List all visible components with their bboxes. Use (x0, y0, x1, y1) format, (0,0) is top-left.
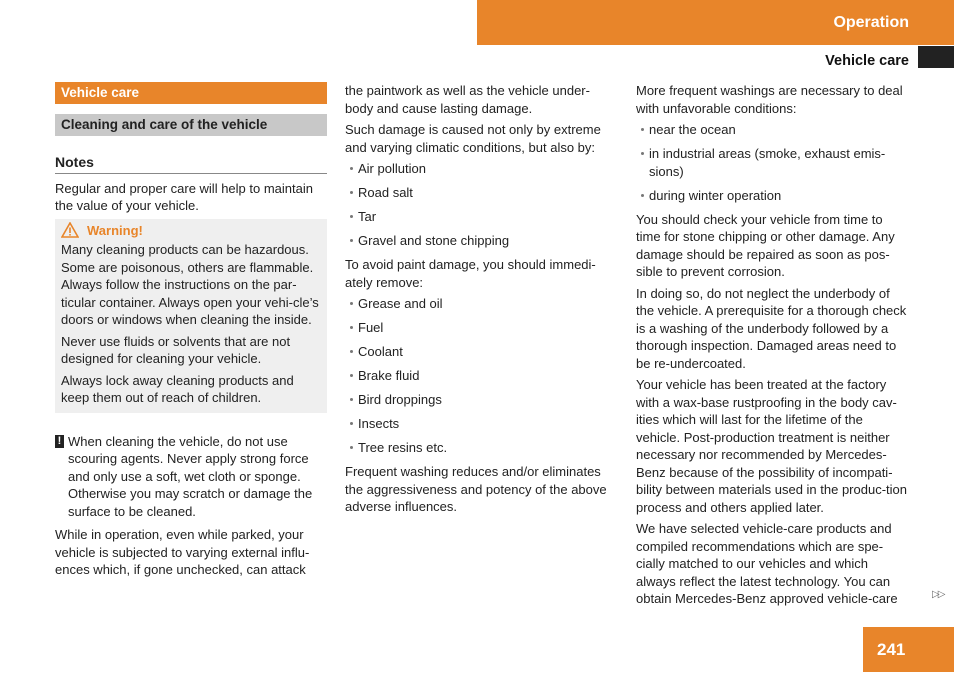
paragraph: More frequent washings are necessary to deal with unfavorable conditions: (636, 83, 903, 116)
column-1 (55, 82, 327, 583)
page-subheader: Vehicle care (825, 53, 909, 69)
bullet-list-remove (345, 295, 618, 457)
list-item: in industrial areas (smoke, exhaust emis-sions) (636, 145, 909, 180)
list-item: during winter operation (636, 187, 909, 205)
column-3 (636, 82, 909, 612)
list-item: Gravel and stone chipping (345, 232, 618, 250)
list-item: Air pollution (345, 160, 618, 178)
closing-paragraph: While in operation, even while parked, your vehicle is subjected to varying external influ-ences which, if gone unchecked, can attack (55, 527, 310, 577)
column-2 (345, 82, 618, 520)
warning-box (55, 219, 327, 413)
paragraph: Your vehicle has been treated at the factory with a wax-base rustproofing in the body cav-ities which will last for the lifetime of the vehicle. Post-production treatment is neither necessary nor recommended by Mercedes-Benz because of the possibility of incompati-bility between materials used in the produc-tion process and others applied later. (636, 377, 907, 515)
page-number-box (863, 627, 954, 672)
warning-paragraph: Always lock away cleaning products and keep them out of reach of children. (61, 372, 294, 405)
paragraph: You should check your vehicle from time to time for stone chipping or other damage. Any damage should be repaired as soon as pos-sible to prevent corrosion. (636, 211, 895, 279)
list-item: Insects (345, 415, 618, 433)
warning-triangle-icon (61, 222, 79, 238)
section-title: Operation (833, 13, 909, 31)
list-item: Road salt (345, 184, 618, 202)
paragraph: the paintwork as well as the vehicle under-body and cause lasting damage. (345, 83, 590, 116)
list-item: Coolant (345, 343, 618, 361)
list-item: Bird droppings (345, 391, 618, 409)
section-header-bar (477, 0, 954, 45)
caution-note-text: When cleaning the vehicle, do not use scouring agents. Never apply strong force and only use a soft, wet cloth or sponge. Otherwise you may scratch or damage the surface to be cleaned. (68, 433, 313, 519)
paragraph: To avoid paint damage, you should immedi-ately remove: (345, 257, 596, 290)
list-item: Fuel (345, 319, 618, 337)
list-item: Grease and oil (345, 295, 618, 313)
caution-note (55, 433, 327, 521)
section-bar-vehicle-care: Vehicle care (55, 82, 327, 104)
thumb-tab (918, 46, 954, 68)
list-item: Tree resins etc. (345, 439, 618, 457)
warning-paragraph: Many cleaning products can be hazardous. Some are poisonous, others are flammable. Always follow the instructions on the par-ticular container. Always open your vehi-cle’s doors or windows when cleaning the inside. (61, 242, 319, 327)
notes-heading: Notes (55, 154, 327, 174)
page-number: 241 (877, 639, 906, 659)
list-item: Tar (345, 208, 618, 226)
list-item: near the ocean (636, 121, 909, 139)
intro-paragraph: Regular and proper care will help to maintain the value of your vehicle. (55, 180, 313, 213)
subsection-bar-cleaning: Cleaning and care of the vehicle (55, 114, 327, 136)
bullet-list-conditions (345, 160, 618, 250)
list-item: Brake fluid (345, 367, 618, 385)
warning-title-row (61, 222, 321, 240)
paragraph: Frequent washing reduces and/or eliminates the aggressiveness and potency of the above adverse influences. (345, 464, 607, 514)
paragraph: Such damage is caused not only by extreme and varying climatic conditions, but also by: (345, 122, 601, 155)
double-triangle-right-icon: ▷▷ (932, 589, 944, 600)
paragraph: We have selected vehicle-care products and compiled recommendations which are spe-cially matched to our vehicles and which always reflect the latest technology. You can obtain Mercedes-Benz approved vehicle-care (636, 521, 898, 606)
paragraph: In doing so, do not neglect the underbody of the vehicle. A prerequisite for a thorough check is a washing of the underbody followed by a thorough inspection. Damaged areas need to be re-undercoated. (636, 285, 907, 371)
warning-paragraph: Never use fluids or solvents that are not designed for cleaning your vehicle. (61, 333, 291, 366)
bullet-list-washing-conditions (636, 121, 909, 204)
exclamation-icon: ! (55, 435, 64, 448)
warning-title: Warning! (87, 222, 143, 238)
